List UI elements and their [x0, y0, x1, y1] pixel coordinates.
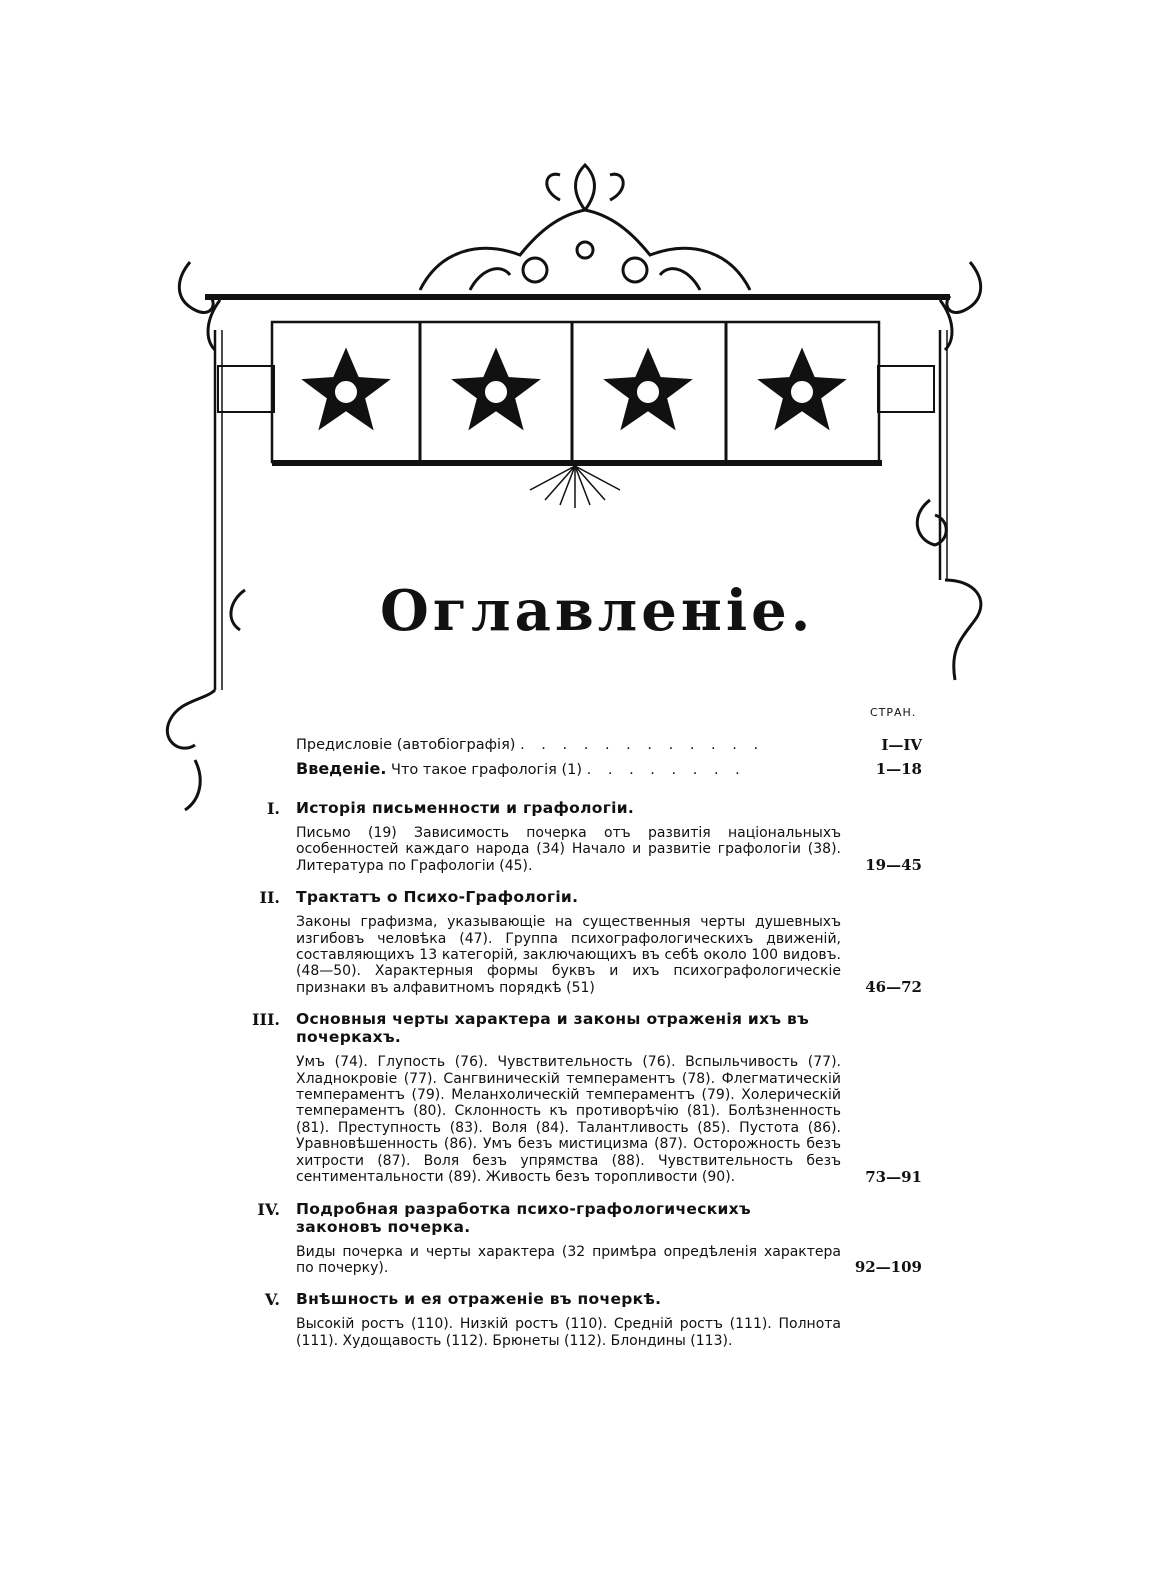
leader-dots: . . . . . . . . [586, 762, 746, 778]
flower-icon [454, 350, 538, 428]
chapter-heading: Трактатъ о Психо-Графологіи. [296, 888, 579, 907]
chapter-entry [240, 1010, 930, 1185]
chapter-number: II. [259, 888, 280, 908]
chapter-summary: Законы графизма, указывающіе на существенныя черты душевныхъ изгибовъ человѣка (47). Группа психографологическихъ движеній, составляющихъ 13 категорій, заключающихъ въ себѣ около 100 видовъ. (48—50). Характерныя формы буквъ и ихъ психографологическіе признаки въ алфавитномъ порядкѣ (51) [296, 914, 841, 996]
chapter-heading: Внѣшность и ея отраженіе въ почеркѣ. [296, 1290, 662, 1309]
chapter-pages: 92—109 [854, 1258, 922, 1277]
front-entry-preface [240, 734, 930, 756]
pendant-ornament-icon [917, 500, 981, 680]
introduction-text: Что такое графологія (1) [391, 762, 583, 778]
introduction-label: Введеніе. [296, 759, 387, 778]
chapter-entry [240, 888, 930, 996]
chapter-number: III. [251, 1010, 280, 1030]
preface-text: Предисловіе (автобіографія) [296, 737, 516, 753]
chapter-heading: Основныя черты характера и законы отраженія ихъ въ почеркахъ. [296, 1010, 810, 1047]
flower-icon [760, 350, 844, 428]
chapter-summary: Письмо (19) Зависимость почерка отъ развитія національныхъ особенностей каждаго народа (34) Начало и развитіе графологіи (38). Литература по Графологіи (45). [296, 825, 841, 874]
chapter-heading: Исторія письменности и графологіи. [296, 799, 635, 817]
chapter-summary: Виды почерка и черты характера (32 примѣра опредѣленія характера по почерку). [296, 1243, 841, 1276]
chapter-summary: Умъ (74). Глупость (76). Чувствительность (76). Вспыльчивость (77). Хладнокровіе (77). Сангвиническій темпераментъ (78). Флегматическій темпераментъ (79). Меланхолическій темпераментъ (79). Холерическій темпераментъ (80). Склонность къ противорѣчію (81). Болѣзненность (81). Преступность (83). Воля (84). Талантливость (85). Пустота (86). Уравновѣшенность (86). Умъ безъ мистицизма (87). Осторожность безъ хитрости (87). Воля безъ упрямства (88). Чувствительность безъ сентиментальности (89). Живость безъ торопливости (90). [296, 1054, 841, 1186]
flower-icon [304, 350, 388, 428]
front-entry-introduction [240, 758, 930, 781]
top-rule [205, 294, 950, 300]
introduction-pages: 1—18 [875, 760, 922, 778]
pages-column-header: СТРАН. [870, 706, 917, 719]
chapter-pages: 73—91 [865, 1167, 922, 1186]
chapter-entry [240, 799, 930, 874]
left-scroll-icon [167, 590, 245, 810]
flower-icon [606, 350, 690, 428]
page-title: Оглавленіе. [380, 578, 815, 644]
chapter-number: IV. [257, 1199, 280, 1219]
chapter-pages: 46—72 [865, 978, 922, 997]
chapter-summary: Высокій ростъ (110). Низкій ростъ (110). Средній ростъ (111). Полнота (111). Худощавость (112). Брюнеты (112). Блондины (113). [296, 1316, 841, 1349]
crest-ornament-icon [420, 165, 750, 290]
chapter-pages: 19—45 [865, 856, 922, 875]
chapter-number: I. [266, 799, 280, 818]
leader-dots: . . . . . . . . . . . . [520, 737, 765, 753]
preface-pages: I—IV [881, 736, 922, 754]
chapter-entry [240, 1200, 930, 1277]
table-of-contents [240, 734, 930, 1363]
chapter-number: V. [264, 1290, 280, 1310]
chapter-entry [240, 1290, 930, 1349]
right-corner-scroll-icon [940, 262, 981, 350]
sunburst-icon [530, 466, 620, 508]
chapter-heading: Подробная разработка психо-графологическихъ законовъ почерка. [296, 1199, 751, 1236]
